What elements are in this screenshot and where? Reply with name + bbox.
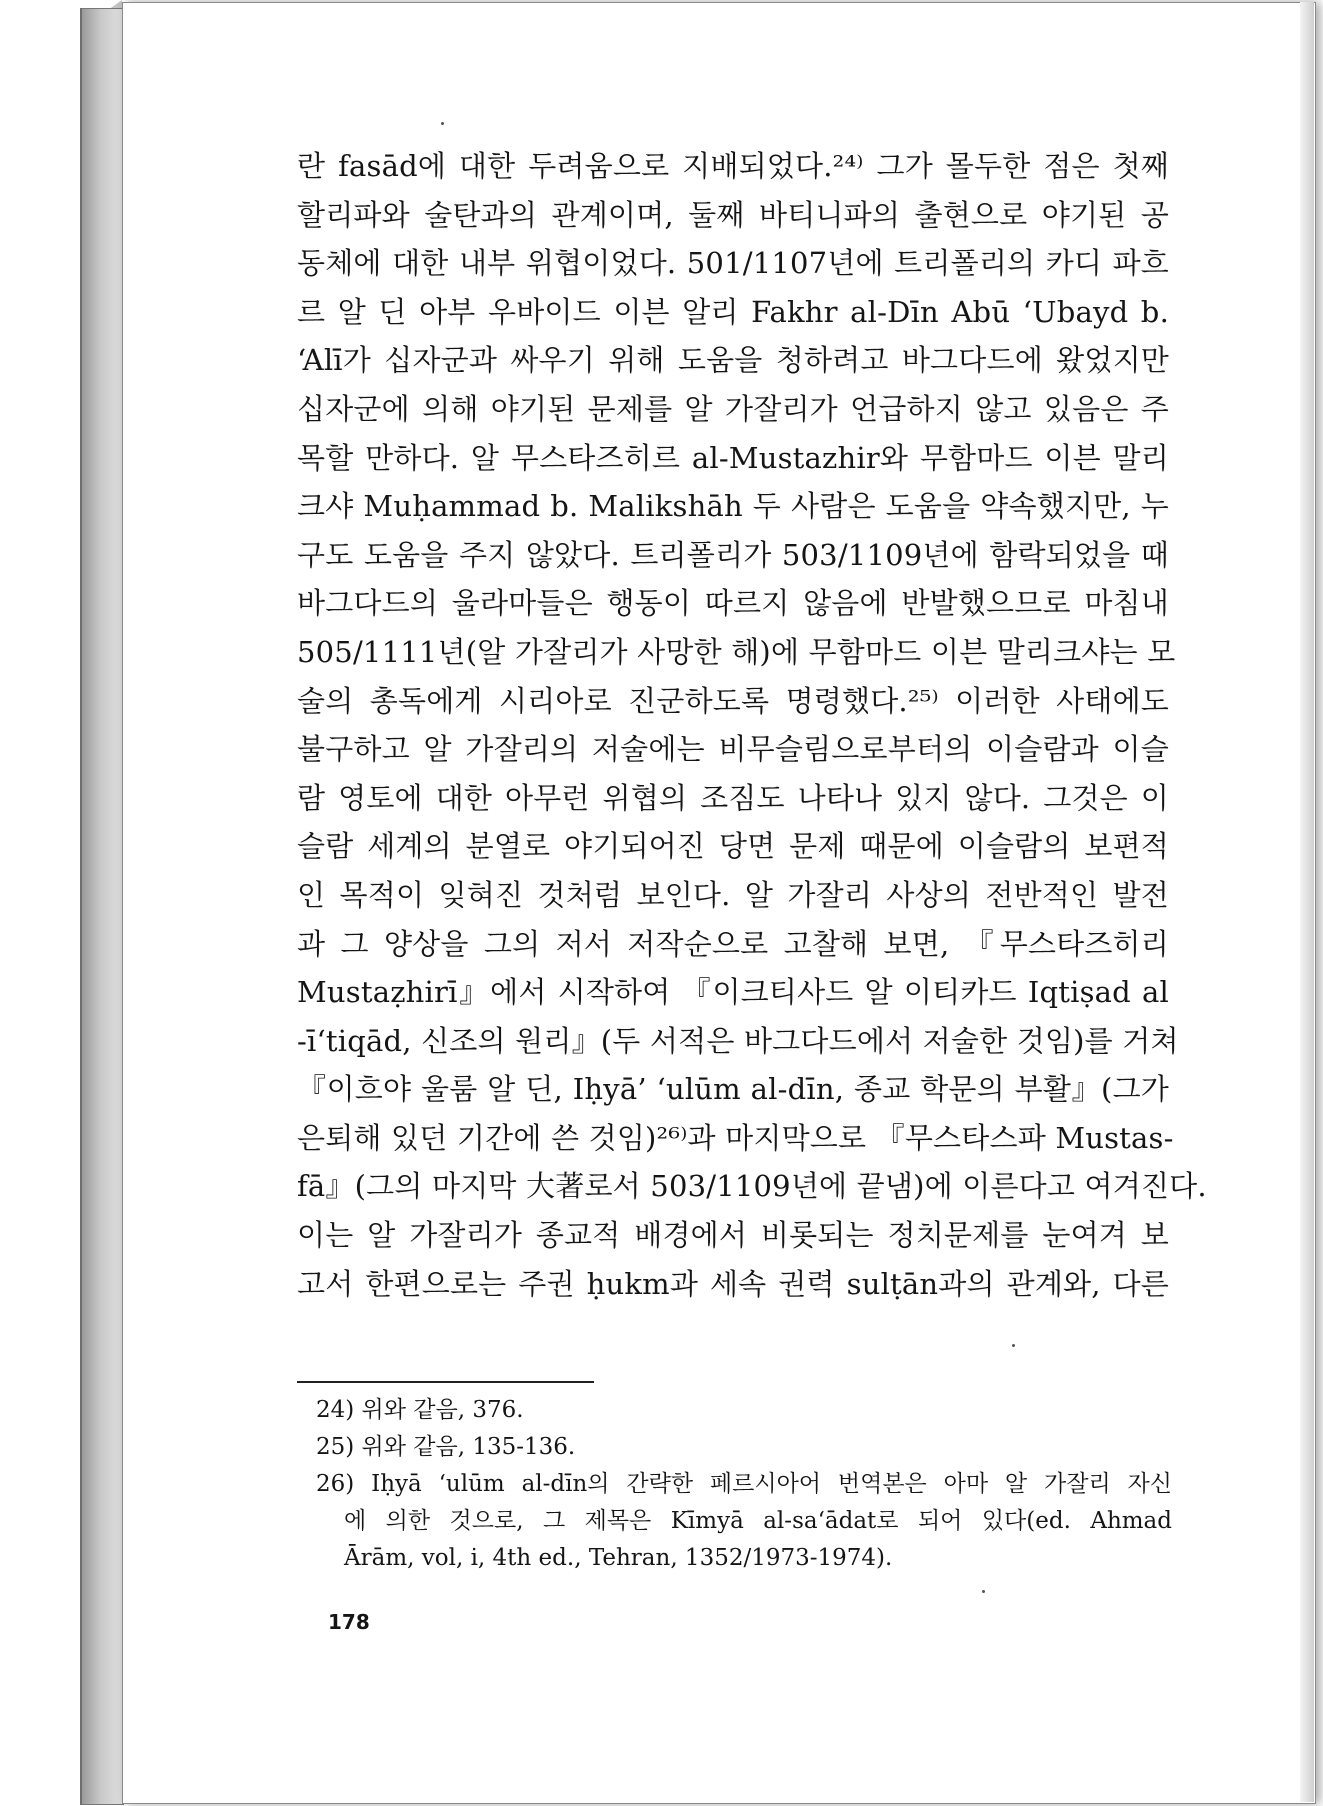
body-line: 인 목적이 잊혀진 것처럼 보인다. 알 가잘리 사상의 전반적인 발전 [297, 877, 1169, 912]
body-line: 람 영토에 대한 아무런 위협의 조짐도 나타나 있지 않다. 그것은 이 [297, 780, 1169, 815]
body-line: Mustaẓhirī』에서 시작하여 『이크티사드 알 이티카드 Iqtiṣad al [297, 975, 1169, 1010]
body-line: 은퇴해 있던 기간에 쓴 것임)²⁶⁾과 마지막으로 『무스타스파 Mustas- [297, 1120, 1174, 1155]
page-edge [1300, 2, 1314, 1802]
body-line: 바그다드의 울라마들은 행동이 따르지 않음에 반발했으므로 마침내 [297, 586, 1169, 621]
body-text [297, 142, 1207, 1308]
footnotes [316, 1392, 1172, 1577]
body-line: 란 fasād에 대한 두려움으로 지배되었다.²⁴⁾ 그가 몰두한 점은 첫째 [297, 149, 1169, 183]
footnote-rule [297, 1381, 594, 1383]
body-line: 『이흐야 울룸 알 딘, Iḥyā’ ‘ulūm al-dīn, 종교 학문의 부활』(그가 [297, 1072, 1169, 1107]
body-line: 불구하고 알 가잘리의 저술에는 비무슬림으로부터의 이슬람과 이슬 [297, 732, 1169, 767]
body-line: 술의 총독에게 시리아로 진군하도록 명령했다.²⁵⁾ 이러한 사태에도 [297, 683, 1169, 718]
body-line: 이는 알 가잘리가 종교적 배경에서 비롯되는 정치문제를 눈여겨 보 [297, 1218, 1169, 1253]
footnote-26-cont: Ārām, vol, i, 4th ed., Tehran, 1352/1973-1974). [344, 1545, 893, 1571]
footnote-24: 24) 위와 같음, 376. [316, 1397, 524, 1423]
body-line: ‘Alī가 십자군과 싸우기 위해 도움을 청하려고 바그다드에 왔었지만 [297, 343, 1169, 378]
body-line: 505/1111년(알 가잘리가 사망한 해)에 무함마드 이븐 말리크샤는 모 [297, 634, 1176, 669]
body-line: 과 그 양상을 그의 저서 저작순으로 고찰해 보면, 『무스타즈히리 [297, 926, 1169, 961]
body-line: 구도 도움을 주지 않았다. 트리폴리가 503/1109년에 함락되었을 때 [297, 537, 1169, 572]
footnote-26: 26) Iḥyā ‘ulūm al-dīn의 간략한 페르시아어 번역본은 아마 알 가잘리 자신 [316, 1471, 1172, 1497]
body-line: 할리파와 술탄과의 관계이며, 둘째 바티니파의 출현으로 야기된 공 [297, 197, 1169, 232]
body-line: 동체에 대한 내부 위협이었다. 501/1107년에 트리폴리의 카디 파흐 [297, 246, 1169, 281]
book-spine [80, 8, 124, 1805]
page-number: 178 [328, 1610, 370, 1634]
body-line: 목할 만하다. 알 무스타즈히르 al-Mustazhir와 무함마드 이븐 말리 [297, 440, 1169, 475]
footnote-26-cont: 에 의한 것으로, 그 제목은 Kīmyā al-sa‘ādat로 되어 있다(ed. Ahmad [344, 1508, 1172, 1534]
body-line: 십자군에 의해 야기된 문제를 알 가잘리가 언급하지 않고 있음은 주 [297, 391, 1169, 426]
body-line: 르 알 딘 아부 우바이드 이븐 알리 Fakhr al-Dīn Abū ‘Ubayd b. [297, 294, 1169, 329]
body-line: fā』(그의 마지막 大著로서 503/1109년에 끝냄)에 이른다고 여겨진다. [297, 1169, 1207, 1204]
scan-speck [1012, 1344, 1015, 1347]
body-line: -ī‘tiqād, 신조의 원리』(두 서적은 바그다드에서 저술한 것임)를 거쳐 [297, 1023, 1179, 1058]
body-line: 크샤 Muḥammad b. Malikshāh 두 사람은 도움을 약속했지만, 누 [297, 489, 1169, 524]
body-line: 슬람 세계의 분열로 야기되어진 당면 문제 때문에 이슬람의 보편적 [297, 829, 1169, 864]
footnote-25: 25) 위와 같음, 135-136. [316, 1434, 576, 1460]
scan-speck [441, 122, 444, 125]
scan-speck [982, 1590, 985, 1593]
body-line: 고서 한편으로는 주권 ḥukm과 세속 권력 sulṭān과의 관계와, 다른 [297, 1266, 1169, 1301]
